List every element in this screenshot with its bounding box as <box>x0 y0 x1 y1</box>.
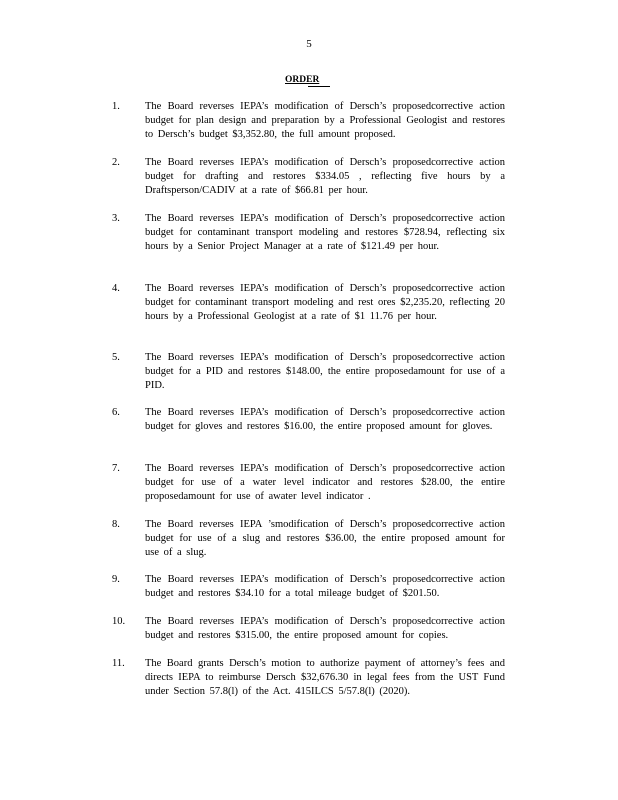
item-text: The Board reverses IEPA’s modification of Dersch’s proposedcorrective action budget for use of a water level indicator and restores $28.00, the entire proposedamount for use of awater level indicator . <box>145 463 505 502</box>
item-text: The Board reverses IEPA’s modification of Dersch’s proposedcorrective action budget for a PID and restores $148.00, the entire proposedamount for use of a PID. <box>145 352 505 391</box>
order-heading: ORDER <box>285 75 320 85</box>
item-text: The Board reverses IEPA’s modification of Dersch’s proposedcorrective action budget for gloves and restores $16.00, the entire proposed amount for gloves. <box>145 407 505 432</box>
item-number: 7. <box>112 463 120 474</box>
item-number: 4. <box>112 283 120 294</box>
item-text: The Board reverses IEPA’s modification of Dersch’s proposedcorrective action budget for drafting and restores $334.05 , reflecting five hours by a Draftsperson/CADIV at a rate of $66.81 per hour. <box>145 157 505 196</box>
item-number: 3. <box>112 213 120 224</box>
item-number: 8. <box>112 519 120 530</box>
item-text: The Board reverses IEPA’s modification of Dersch’s proposedcorrective action budget and restores $34.10 for a total mileage budget of $201.50. <box>145 574 505 599</box>
item-number: 11. <box>112 658 125 669</box>
page-number: 5 <box>306 38 312 50</box>
item-number: 6. <box>112 407 120 418</box>
item-text: The Board reverses IEPA’s modification of Dersch’s proposedcorrective action budget and restores $315.00, the entire proposed amount for copies. <box>145 616 505 641</box>
heading-underline <box>308 86 330 87</box>
item-text: The Board reverses IEPA’s modification of Dersch’s proposedcorrective action budget for contaminant transport modeling and restores $728.94, reflecting six hours by a Senior Project Manager at a rate of $121.49 per hour. <box>145 213 505 252</box>
item-number: 9. <box>112 574 120 585</box>
item-number: 10. <box>112 616 126 627</box>
item-text: The Board reverses IEPA ’smodification of Dersch’s proposedcorrective action budget for use of a slug and restores $36.00, the entire proposed amount for use of a slug. <box>145 519 505 558</box>
item-number: 2. <box>112 157 120 168</box>
item-number: 5. <box>112 352 120 363</box>
item-number: 1. <box>112 101 120 112</box>
item-text: The Board grants Dersch’s motion to authorize payment of attorney’s fees and directs IEPA to reimburse Dersch $32,676.30 in legal fees from the UST Fund under Section 57.8(l) of the Act. 415ILCS 5/57.8(l) (2020). <box>145 658 505 697</box>
item-text: The Board reverses IEPA’s modification of Dersch’s proposedcorrective action budget for plan design and preparation by a Professional Geologist and restores to Dersch’s budget $3,352.80, the full amount proposed. <box>145 101 505 140</box>
item-text: The Board reverses IEPA’s modification of Dersch’s proposedcorrective action budget for contaminant transport modeling and rest ores $2,235.20, reflecting 20 hours by a Professional Geologist at a rate of $1 11.76 per hour. <box>145 283 505 322</box>
